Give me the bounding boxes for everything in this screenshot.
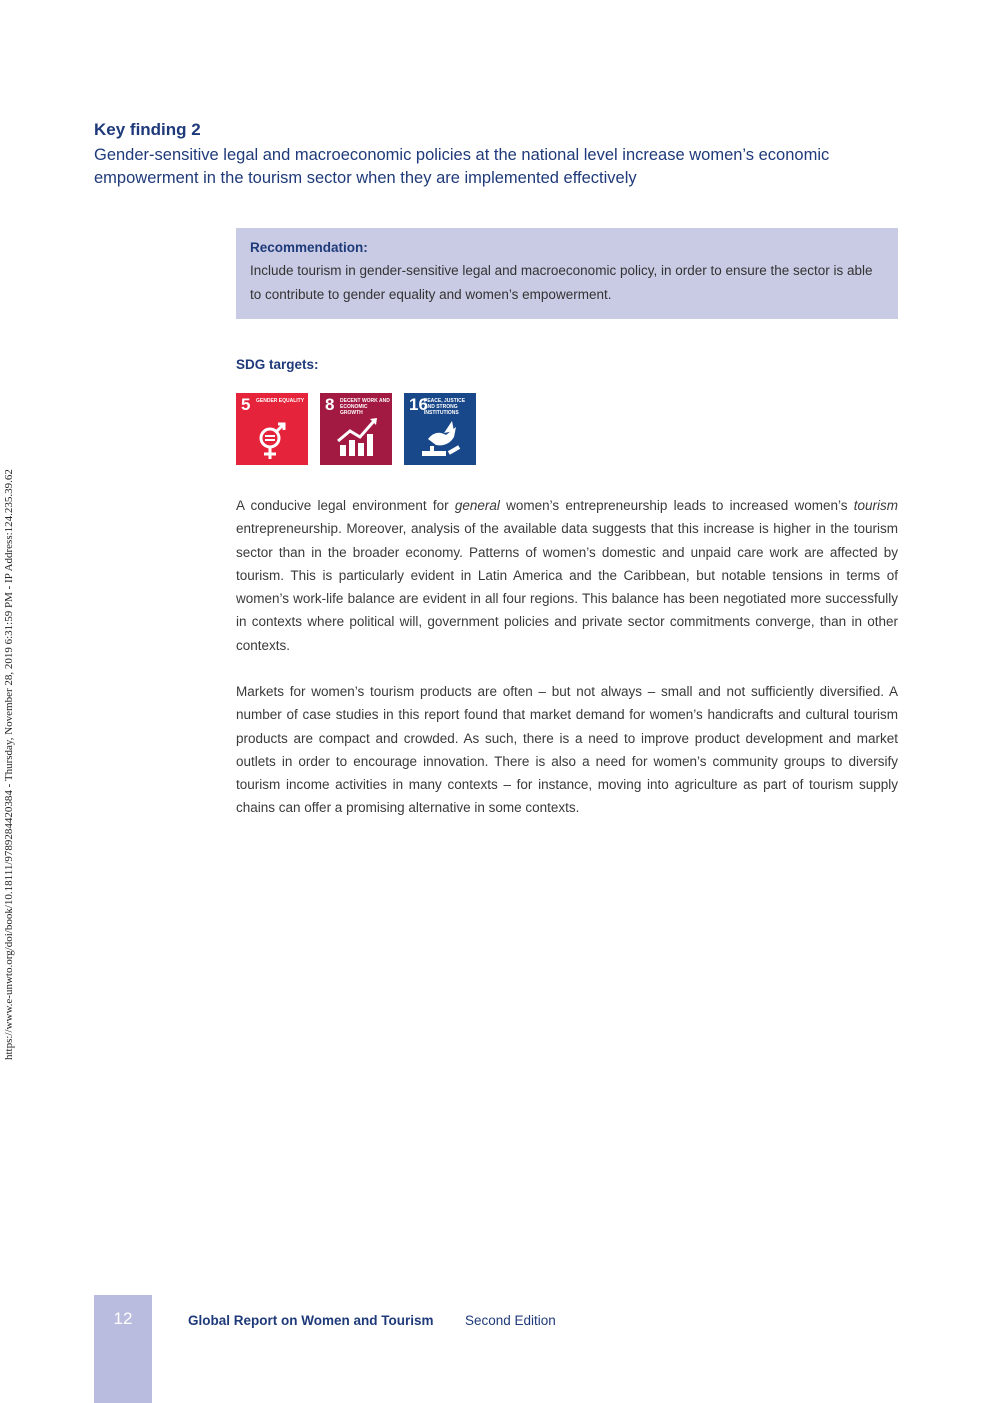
- key-finding-subtitle: Gender-sensitive legal and macroeconomic policies at the national level increase women’s economic empowerment in the tourism sector when they are implemented effectively: [94, 146, 830, 187]
- sdg-tile-5: [236, 393, 308, 465]
- body-text-segment: A conducive legal environment for: [236, 498, 455, 513]
- body-paragraph-1: [236, 494, 898, 657]
- side-watermark: https://www.e-unwto.org/doi/book/10.18111/9789284420384 - Thursday, November 28, 2019 6:31:59 PM - IP Address:124.235.39.62: [3, 469, 15, 1060]
- body-text-emphasis: general: [454, 498, 500, 513]
- sdg-targets-title: SDG targets:: [236, 357, 319, 372]
- body-text-emphasis: tourism: [853, 498, 898, 513]
- gender-symbol-icon: [236, 393, 308, 465]
- dove-gavel-icon: [404, 393, 476, 465]
- recommendation-text: Include tourism in gender-sensitive legal and macroeconomic policy, in order to ensure the sector is able to contribute to gender equality and women’s empowerment.: [250, 263, 873, 302]
- sdg-name: PEACE, JUSTICE AND STRONG INSTITUTIONS: [424, 398, 466, 416]
- page-number: 12: [113, 1309, 133, 1328]
- sdg-name: DECENT WORK AND ECONOMIC GROWTH: [340, 398, 390, 416]
- sdg-name: GENDER EQUALITY: [256, 398, 305, 404]
- sdg-number: 8: [325, 395, 335, 414]
- sdg-number: 16: [409, 395, 428, 414]
- body-text-segment: women’s entrepreneurship leads to increased women’s: [499, 498, 854, 513]
- footer-page-box: [94, 1295, 152, 1403]
- recommendation-title: Recommendation:: [250, 240, 368, 255]
- key-finding-heading: Key finding 2: [94, 120, 201, 139]
- body-text-segment: entrepreneurship. Moreover, analysis of the available data suggests that this increase is higher in the tourism sector than in the broader economy. Patterns of women’s domestic and unpaid care work are affected by tourism. This is particularly evident in Latin America and the Caribbean, but notable tensions in terms of women’s work-life balance are evident in all four regions. This balance has been negotiated more successfully in contexts where political will, government policies and private sector commitments converge, than in other contexts.: [236, 521, 898, 653]
- footer-report-title: Global Report on Women and Tourism: [188, 1313, 434, 1328]
- sdg-tile-16: [404, 393, 476, 465]
- footer-edition: Second Edition: [465, 1313, 556, 1328]
- growth-chart-icon: [320, 393, 392, 465]
- recommendation-box: [236, 228, 898, 319]
- sdg-number: 5: [241, 395, 251, 414]
- body-paragraph-2: Markets for women’s tourism products are often – but not always – small and not sufficiently diversified. A number of case studies in this report found that market demand for women’s handicrafts and cultural tourism products are compact and crowded. As such, there is a need to improve product development and market outlets in order to encourage innovation. There is also a need for women’s community groups to diversify tourism income activities in many contexts – for instance, moving into agriculture as part of tourism supply chains can offer a promising alternative in some contexts.: [236, 684, 898, 816]
- sdg-tile-8: [320, 393, 392, 465]
